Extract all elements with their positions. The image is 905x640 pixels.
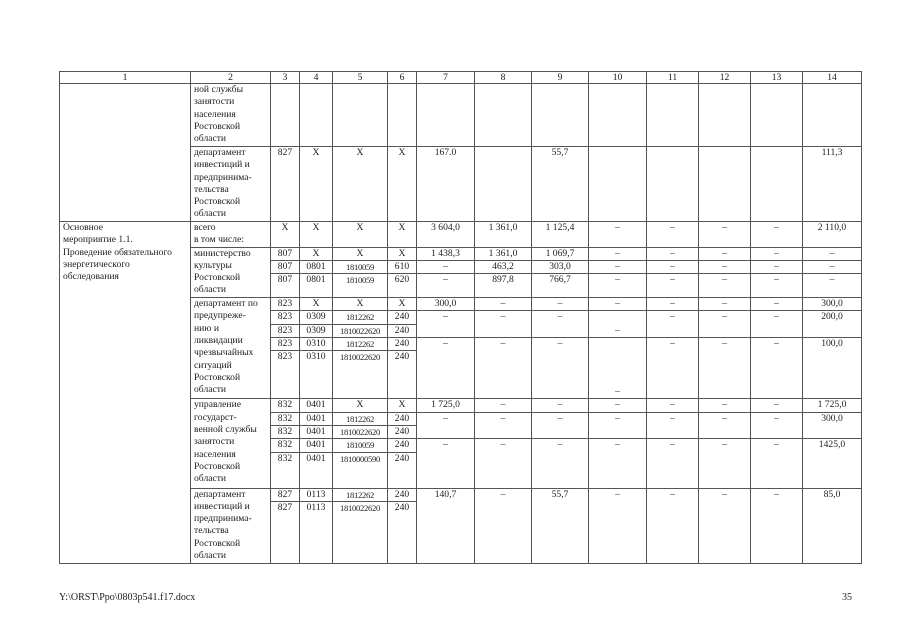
table-cell: – [751,399,803,412]
table-cell: 111,3 [803,147,862,222]
table-cell: 240 [388,488,417,501]
table-cell: 823 [271,351,300,399]
table-cell: 1810022620 [333,501,388,563]
table-cell: – [475,298,532,311]
table-cell: 807 [271,274,300,298]
table-cell: 55,7 [532,147,589,222]
table-cell: – [803,247,862,260]
table-cell: 0801 [300,260,333,273]
table-cell: – [699,260,751,273]
table-cell: 0310 [300,338,333,351]
table-cell: Х [388,399,417,412]
table-cell: 807 [271,247,300,260]
table-cell: 0801 [300,274,333,298]
table-cell: – [699,311,751,338]
table-cell: 240 [388,324,417,337]
table-cell [60,84,191,222]
table-cell: – [751,311,803,338]
table-cell [647,84,699,147]
table-cell: 0401 [300,412,333,425]
col-header: 1 [60,72,191,84]
table-cell: 300,0 [803,412,862,439]
table-cell: 832 [271,425,300,438]
table-cell [388,84,417,147]
executor-cell: ной службы занятости населения Ростовской области [191,84,271,147]
table-cell: Х [333,298,388,311]
table-cell: 1810022620 [333,351,388,399]
table-row [60,222,862,248]
table-cell [803,84,862,147]
table-cell: 240 [388,501,417,563]
table-cell: – [699,274,751,298]
table-cell: – [532,298,589,311]
executor-cell: департамент инвестиций и предпринима- тельства Ростовской области [191,488,271,563]
col-header: 13 [751,72,803,84]
table-cell [699,147,751,222]
table-cell: 823 [271,311,300,324]
table-cell: – [647,260,699,273]
page-number: 35 [842,592,852,603]
table-cell: 240 [388,351,417,399]
table-cell: 832 [271,439,300,452]
table-cell: 827 [271,488,300,501]
table-cell: – [475,488,532,563]
table-cell: 1 438,3 [417,247,475,260]
table-cell: – [589,222,647,248]
table-cell: – [475,338,532,399]
table-cell: Х [333,222,388,248]
table-cell: – [803,274,862,298]
col-header: 3 [271,72,300,84]
table-cell: – [475,439,532,488]
column-number-row [60,72,862,84]
table-cell: – [699,488,751,563]
table-cell: – [589,247,647,260]
col-header: 6 [388,72,417,84]
table-cell: Х [333,247,388,260]
table-cell: 823 [271,298,300,311]
col-header: 2 [191,72,271,84]
table-cell: 1 069,7 [532,247,589,260]
table-cell: – [532,399,589,412]
table-cell: – [699,222,751,248]
table-cell: – [647,488,699,563]
table-cell: 240 [388,452,417,488]
table-row [60,84,862,147]
table-cell: – [751,412,803,439]
table-cell: Х [333,399,388,412]
table-cell: – [589,399,647,412]
table-cell: – [589,298,647,311]
table-cell: 1810022620 [333,324,388,337]
table-cell: – [417,274,475,298]
table-cell: 1 125,4 [532,222,589,248]
table-cell: 832 [271,412,300,425]
table-cell: – [475,311,532,338]
table-cell: – [803,260,862,273]
table-cell: Х [271,222,300,248]
table-cell: – [751,274,803,298]
table-cell: – [647,412,699,439]
table-cell: 1 725,0 [417,399,475,412]
table-cell: Х [300,222,333,248]
table-cell [751,84,803,147]
table-cell: 240 [388,439,417,452]
table-cell: 766,7 [532,274,589,298]
table-cell: 55,7 [532,488,589,563]
table-cell [589,147,647,222]
table-cell: Х [388,147,417,222]
table-cell: – [647,311,699,338]
executor-cell: министерство культуры Ростовской области [191,247,271,298]
table-cell: – [751,338,803,399]
table-cell: 1425,0 [803,439,862,488]
table-cell: – [532,412,589,439]
table-cell: 620 [388,274,417,298]
table-cell: – [589,274,647,298]
table-cell: 0401 [300,399,333,412]
table-cell: 3 604,0 [417,222,475,248]
table-cell: Х [388,222,417,248]
table-cell: 823 [271,324,300,337]
table-cell: – [647,222,699,248]
table-cell: 897,8 [475,274,532,298]
table-cell: – [589,338,647,399]
table-cell: 463,2 [475,260,532,273]
table-cell [699,84,751,147]
table-cell: 240 [388,425,417,438]
table-cell: – [589,488,647,563]
table-cell: 1812262 [333,338,388,351]
table-cell: – [647,399,699,412]
table-cell: 240 [388,311,417,324]
table-cell [333,84,388,147]
table-cell: – [417,311,475,338]
table-cell: 1810000590 [333,452,388,488]
table-cell: 1 725,0 [803,399,862,412]
table-cell: 827 [271,501,300,563]
table-cell: – [647,298,699,311]
table-cell [532,84,589,147]
budget-table [59,71,862,564]
executor-cell: департамент инвестиций и предпринима- тельства Ростовской области [191,147,271,222]
table-cell: – [475,412,532,439]
table-cell: 832 [271,452,300,488]
table-cell: 1810059 [333,274,388,298]
table-cell: – [647,274,699,298]
col-header: 5 [333,72,388,84]
table-cell: 300,0 [803,298,862,311]
table-cell: 807 [271,260,300,273]
table-cell: 300,0 [417,298,475,311]
table-cell: Х [333,147,388,222]
table-cell: 100,0 [803,338,862,399]
table-cell: – [589,439,647,488]
table-cell: 0401 [300,425,333,438]
table-cell: 0401 [300,452,333,488]
table-cell: Х [388,298,417,311]
col-header: 8 [475,72,532,84]
table-cell: 0309 [300,311,333,324]
col-header: 4 [300,72,333,84]
table-cell: – [589,412,647,439]
table-cell: 1812262 [333,488,388,501]
table-cell: Х [300,298,333,311]
table-cell: 0401 [300,439,333,452]
executor-cell: департамент по предупреже- нию и ликвидации чрезвычайных ситуаций Ростовской области [191,298,271,399]
table-cell: 0113 [300,488,333,501]
table-cell: – [751,298,803,311]
footer-file-path: Y:\ORST\Ppo\0803p541.f17.docx [59,592,196,603]
table-cell: 0310 [300,351,333,399]
table-cell: Х [388,247,417,260]
table-cell: – [589,260,647,273]
table-cell: 1 361,0 [475,222,532,248]
col-header: 10 [589,72,647,84]
col-header: 11 [647,72,699,84]
col-header: 9 [532,72,589,84]
table-cell: – [699,439,751,488]
table-cell: Х [300,147,333,222]
table-cell: 240 [388,412,417,425]
table-cell: 303,0 [532,260,589,273]
table-cell [475,84,532,147]
table-cell: 610 [388,260,417,273]
table-cell: – [647,439,699,488]
table-cell: 1810022620 [333,425,388,438]
table-cell: – [699,412,751,439]
table-cell: 1810059 [333,260,388,273]
table-cell: – [699,247,751,260]
table-cell: Х [300,247,333,260]
table-cell: – [532,311,589,338]
table-cell [417,84,475,147]
table-cell: – [751,247,803,260]
table-cell: 1812262 [333,311,388,324]
table-cell: – [417,439,475,488]
table-cell: – [532,439,589,488]
table-cell [751,147,803,222]
col-header: 14 [803,72,862,84]
table-cell: 1812262 [333,412,388,425]
table-cell: 823 [271,338,300,351]
table-cell: – [751,439,803,488]
table-cell: 0309 [300,324,333,337]
table-cell: 2 110,0 [803,222,862,248]
executor-cell: всего в том числе: [191,222,271,248]
table-cell [475,147,532,222]
table-cell: – [647,338,699,399]
event-title-cell: Основное мероприятие 1.1. Проведение обязательного энергетического обследования [60,222,191,564]
table-cell: 140,7 [417,488,475,563]
table-cell: 240 [388,338,417,351]
table-cell: – [699,298,751,311]
table-cell [300,84,333,147]
table-cell [647,147,699,222]
table-cell: – [417,412,475,439]
table-cell: – [417,338,475,399]
table-cell: – [475,399,532,412]
table-cell: 1 361,0 [475,247,532,260]
table-cell: 0113 [300,501,333,563]
col-header: 12 [699,72,751,84]
table-cell: – [699,338,751,399]
table-cell: 1810059 [333,439,388,452]
table-cell: – [699,399,751,412]
col-header: 7 [417,72,475,84]
table-cell: 827 [271,147,300,222]
table-cell: – [589,311,647,338]
table-cell: – [751,488,803,563]
table-cell [271,84,300,147]
table-cell: 85,0 [803,488,862,563]
executor-cell: управление государст- венной службы занятости населения Ростовской области [191,399,271,488]
table-cell: – [751,260,803,273]
table-cell: 167.0 [417,147,475,222]
table-cell: – [532,338,589,399]
table-cell: – [647,247,699,260]
table-cell: 200,0 [803,311,862,338]
table-cell: – [417,260,475,273]
table-cell: 832 [271,399,300,412]
table-cell: – [751,222,803,248]
table-cell [589,84,647,147]
